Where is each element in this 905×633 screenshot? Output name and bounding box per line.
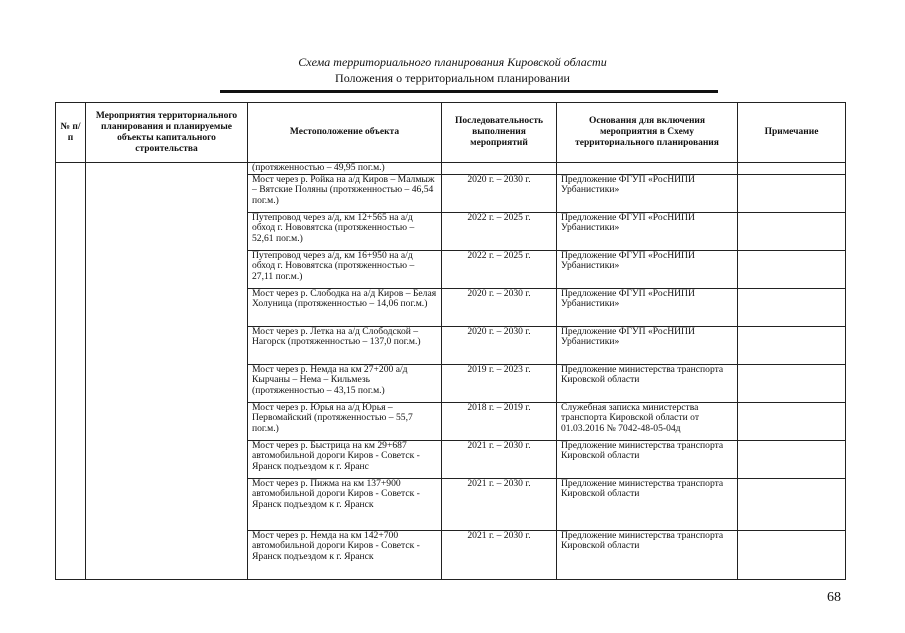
location-cell: (протяженностью – 49,95 пог.м.) (248, 163, 442, 175)
period-cell: 2020 г. – 2030 г. (442, 174, 557, 212)
note-cell (738, 440, 846, 478)
page-number: 68 (827, 590, 841, 605)
location-cell: Мост через р. Ройка на а/д Киров – Малмыж – Вятские Поляны (протяженностью – 46,54 пог.м.) (248, 174, 442, 212)
note-cell (738, 530, 846, 579)
period-cell: 2021 г. – 2030 г. (442, 478, 557, 530)
location-cell: Мост через р. Пижма на км 137+900 автомобильной дороги Киров - Советск - Яранск подъездом к г. Яранск (248, 478, 442, 530)
location-cell: Мост через р. Слободка на а/д Киров – Белая Холуница (протяженностью – 14,06 пог.м.) (248, 288, 442, 326)
location-cell: Путепровод через а/д, км 16+950 на а/д обход г. Нововятска (протяженностью – 27,11 пог.м.) (248, 250, 442, 288)
planning-table (55, 102, 846, 580)
col-header-location: Местоположение объекта (248, 103, 442, 163)
basis-cell: Служебная записка министерства транспорта Кировской области от 01.03.2016 № 7042-48-05-04д (557, 402, 738, 440)
col-header-period: Последовательность выполнения мероприятий (442, 103, 557, 163)
header-rule (220, 90, 718, 93)
document-title: Схема территориального планирования Кировской области (298, 55, 607, 69)
location-cell: Мост через р. Летка на а/д Слободской – Нагорск (протяженностью – 137,0 пог.м.) (248, 326, 442, 364)
note-cell (738, 478, 846, 530)
note-cell (738, 174, 846, 212)
period-cell: 2021 г. – 2030 г. (442, 440, 557, 478)
measures-cell (86, 163, 248, 580)
col-header-measures: Мероприятия территориального планирования и планируемые объекты капитального строительства (86, 103, 248, 163)
note-cell (738, 364, 846, 402)
period-cell: 2020 г. – 2030 г. (442, 288, 557, 326)
col-header-note: Примечание (738, 103, 846, 163)
number-cell (56, 163, 86, 580)
basis-cell: Предложение министерства транспорта Кировской области (557, 530, 738, 579)
col-header-number: № п/п (56, 103, 86, 163)
note-cell (738, 402, 846, 440)
basis-cell: Предложение ФГУП «РосНИПИ Урбанистики» (557, 250, 738, 288)
document-subtitle: Положения о территориальном планировании (335, 71, 570, 85)
period-cell: 2018 г. – 2019 г. (442, 402, 557, 440)
period-cell: 2022 г. – 2025 г. (442, 212, 557, 250)
location-cell: Путепровод через а/д, км 12+565 на а/д обход г. Нововятска (протяженностью – 52,61 пог.м.) (248, 212, 442, 250)
note-cell (738, 288, 846, 326)
period-cell: 2020 г. – 2030 г. (442, 326, 557, 364)
note-cell (738, 250, 846, 288)
note-cell (738, 326, 846, 364)
location-cell: Мост через р. Немда на км 27+200 а/д Кырчаны – Нема – Кильмезь (протяженностью – 43,15 пог.м.) (248, 364, 442, 402)
basis-cell: Предложение ФГУП «РосНИПИ Урбанистики» (557, 212, 738, 250)
basis-cell: Предложение ФГУП «РосНИПИ Урбанистики» (557, 326, 738, 364)
period-cell: 2019 г. – 2023 г. (442, 364, 557, 402)
location-cell: Мост через р. Немда на км 142+700 автомобильной дороги Киров - Советск - Яранск подъездом к г. Яранск (248, 530, 442, 579)
period-cell: 2022 г. – 2025 г. (442, 250, 557, 288)
location-cell: Мост через р. Юрья на а/д Юрья – Первомайский (протяженностью – 55,7 пог.м.) (248, 402, 442, 440)
table-row-continuation (56, 163, 846, 175)
period-cell: 2021 г. – 2030 г. (442, 530, 557, 579)
basis-cell: Предложение министерства транспорта Кировской области (557, 478, 738, 530)
col-header-basis: Основания для включения мероприятия в Схему территориального планирования (557, 103, 738, 163)
note-cell (738, 212, 846, 250)
basis-cell: Предложение министерства транспорта Кировской области (557, 440, 738, 478)
basis-cell: Предложение министерства транспорта Кировской области (557, 364, 738, 402)
location-cell: Мост через р. Быстрица на км 29+687 автомобильной дороги Киров - Советск - Яранск подъездом к г. Яранс (248, 440, 442, 478)
basis-cell: Предложение ФГУП «РосНИПИ Урбанистики» (557, 174, 738, 212)
basis-cell: Предложение ФГУП «РосНИПИ Урбанистики» (557, 288, 738, 326)
